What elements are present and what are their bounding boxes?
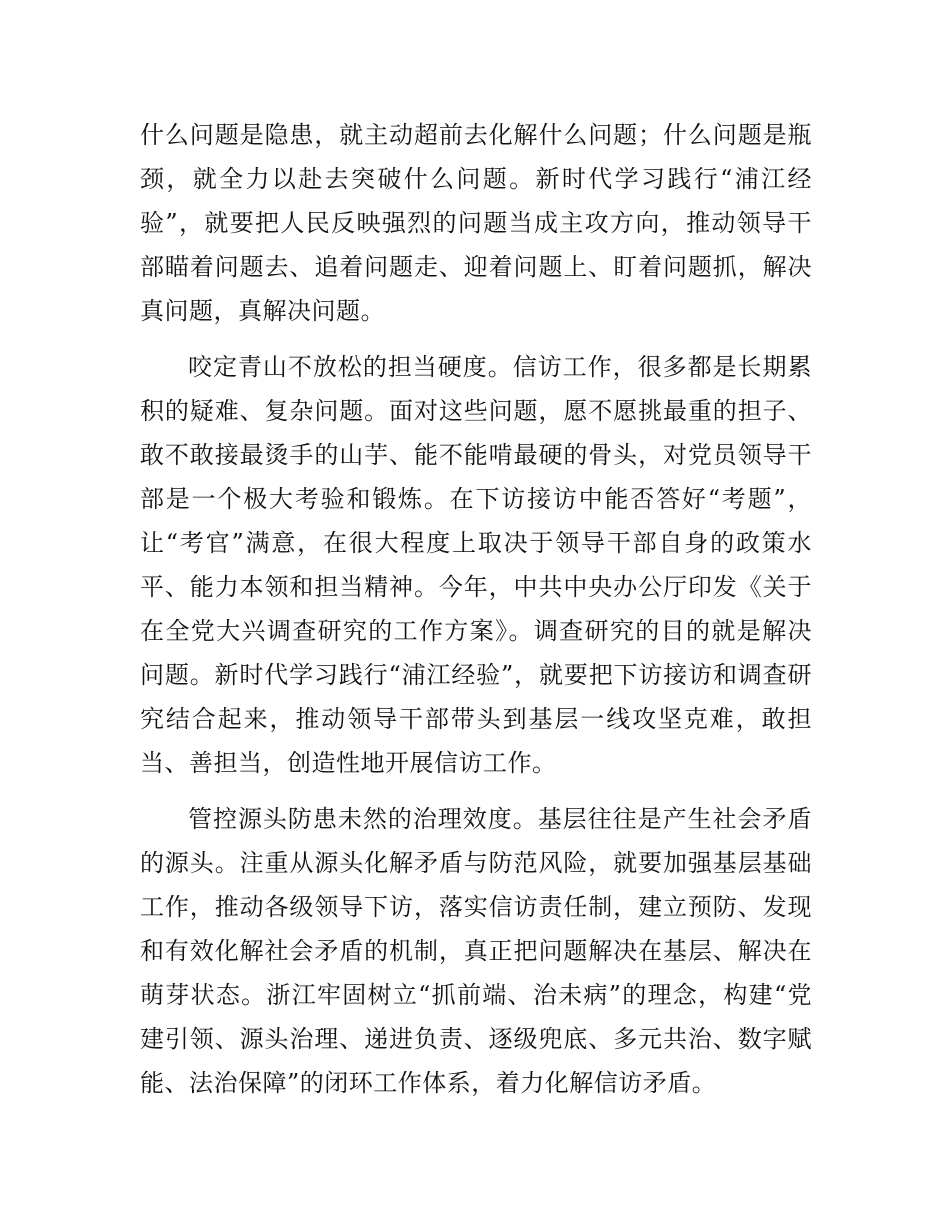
paragraph-3: 管控源头防患未然的治理效度。基层往往是产生社会矛盾的源头。注重从源头化解矛盾与防范风险，就要加强基层基础工作，推动各级领导下访，落实信访责任制，建立预防、发现和有效化解社会矛盾的机制，真正把问题解决在基层、解决在萌芽状态。浙江牢固树立“抓前端、治未病”的理念，构建“党建引领、源头治理、递进负责、逐级兜底、多元共治、数字赋能、法治保障”的闭环工作体系，着力化解信访矛盾。 bbox=[140, 805, 812, 1097]
paragraph-1: 什么问题是隐患，就主动超前去化解什么问题；什么问题是瓶颈，就全力以赴去突破什么问题。新时代学习践行“浦江经验”，就要把人民反映强烈的问题当成主攻方向，推动领导干部瞄着问题去、追着问题走、迎着问题上、盯着问题抓，解决真问题，真解决问题。 bbox=[140, 121, 812, 325]
document-body bbox=[140, 113, 812, 1117]
paragraph-2: 咬定青山不放松的担当硬度。信访工作，很多都是长期累积的疑难、复杂问题。面对这些问题，愿不愿挑最重的担子、敢不敢接最烫手的山芋、能不能啃最硬的骨头，对党员领导干部是一个极大考验和锻炼。在下访接访中能否答好“考题”，让“考官”满意，在很大程度上取决于领导干部自身的政策水平、能力本领和担当精神。今年，中共中央办公厅印发《关于在全党大兴调查研究的工作方案》。调查研究的目的就是解决问题。新时代学习践行“浦江经验”，就要把下访接访和调查研究结合起来，推动领导干部带头到基层一线攻坚克难，敢担当、善担当，创造性地开展信访工作。 bbox=[140, 353, 812, 777]
